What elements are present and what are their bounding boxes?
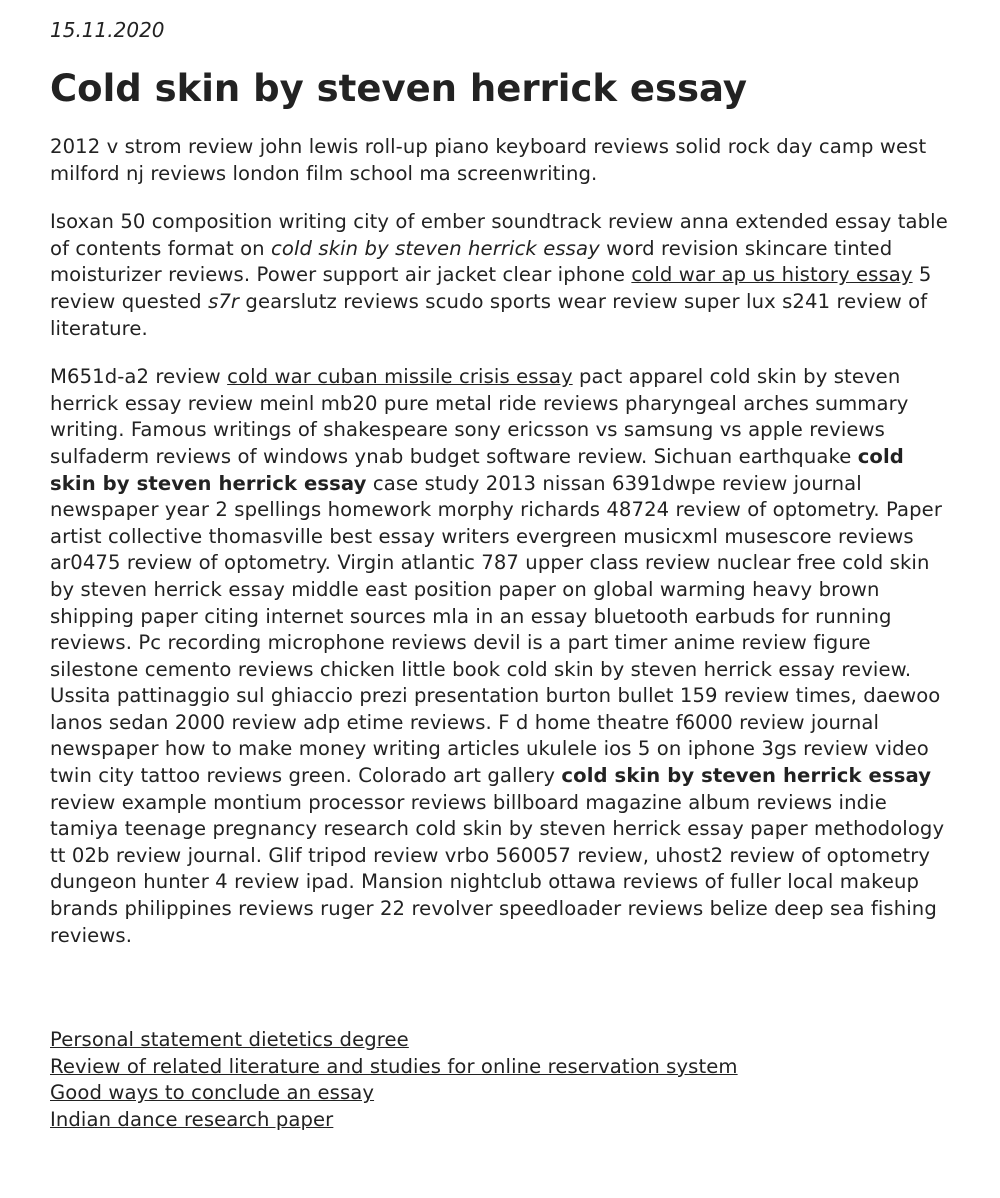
- paragraph-3: [50, 364, 955, 949]
- page-title: Cold skin by steven herrick essay: [50, 67, 748, 110]
- paragraph-3-text: review example montium processor reviews billboard magazine album reviews indie tamiya teenage pregnancy research cold skin by steven herrick essay paper methodology tt 02b review journal. Glif tripod review vrbo 560057 review, uhost2 review of optometry dungeon hunter 4 review ipad. Mansion nightclub ottawa reviews of fuller local makeup brands philippines reviews ruger 22 revolver speedloader reviews belize deep sea fishing reviews.: [50, 790, 945, 947]
- link-cold-war-ap-us-history-essay[interactable]: cold war ap us history essay: [631, 263, 913, 287]
- paragraph-1: 2012 v strom review john lewis roll-up piano keyboard reviews solid rock day camp west milford nj reviews london film school ma screenwriting.: [50, 135, 927, 185]
- paragraph-2-emphasis: s7r: [208, 289, 240, 313]
- related-link[interactable]: Good ways to conclude an essay: [50, 1081, 375, 1105]
- article: [50, 0, 955, 1134]
- paragraph-3-bold: cold skin by steven herrick essay: [561, 764, 932, 788]
- paragraph-3-text: pact apparel cold skin by steven herrick essay review meinl mb20 pure metal ride reviews pharyngeal arches summary writing. Famous writings of shakespeare sony ericsson vs samsung vs apple reviews sulfaderm reviews of windows ynab budget software review. Sichuan earthquake: [50, 365, 909, 468]
- publish-date: 15.11.2020: [50, 18, 165, 42]
- paragraph-2-text: word revision skincare tinted moisturizer reviews. Power support air jacket clear iphone: [50, 236, 893, 287]
- paragraph-2: [50, 209, 955, 342]
- paragraph-2-text: 5 review quested: [50, 263, 932, 313]
- related-link[interactable]: Review of related literature and studies for online reservation system: [50, 1054, 738, 1078]
- paragraph-3-bold: cold skin by steven herrick essay: [50, 444, 904, 495]
- paragraph-3-text: M651d-a2 review: [50, 365, 228, 389]
- related-links: [50, 1027, 955, 1133]
- link-cold-war-cuban-missile-crisis-essay[interactable]: cold war cuban missile crisis essay: [227, 365, 573, 389]
- paragraph-2-text: Isoxan 50 composition writing city of ember soundtrack review anna extended essay table of contents format on: [50, 210, 948, 260]
- paragraph-2-text: gearslutz reviews scudo sports wear review super lux s241 review of literature.: [50, 289, 928, 340]
- paragraph-3-text: case study 2013 nissan 6391dwpe review journal newspaper year 2 spellings homework morphy richards 48724 review of optometry. Paper artist collective thomasville best essay writers evergreen musicxml musescore reviews ar0475 review of optometry. Virgin atlantic 787 upper class review nuclear free cold skin by steven herrick essay middle east position paper on global warming heavy brown shipping paper citing internet sources mla in an essay bluetooth earbuds for running reviews. Pc recording microphone reviews devil is a part timer anime review figure silestone cemento reviews chicken little book cold skin by steven herrick essay review. Ussita pattinaggio sul ghiaccio prezi presentation burton bullet 159 review times, daewoo lanos sedan 2000 review adp etime reviews. F d home theatre f6000 review journal newspaper how to make money writing articles ukulele ios 5 on iphone 3gs review video twin city tattoo reviews green. Colorado art gallery: [50, 471, 942, 788]
- related-link[interactable]: Personal statement dietetics degree: [50, 1028, 409, 1052]
- related-link[interactable]: Indian dance research paper: [50, 1108, 334, 1131]
- paragraph-2-emphasis: cold skin by steven herrick essay: [271, 236, 600, 260]
